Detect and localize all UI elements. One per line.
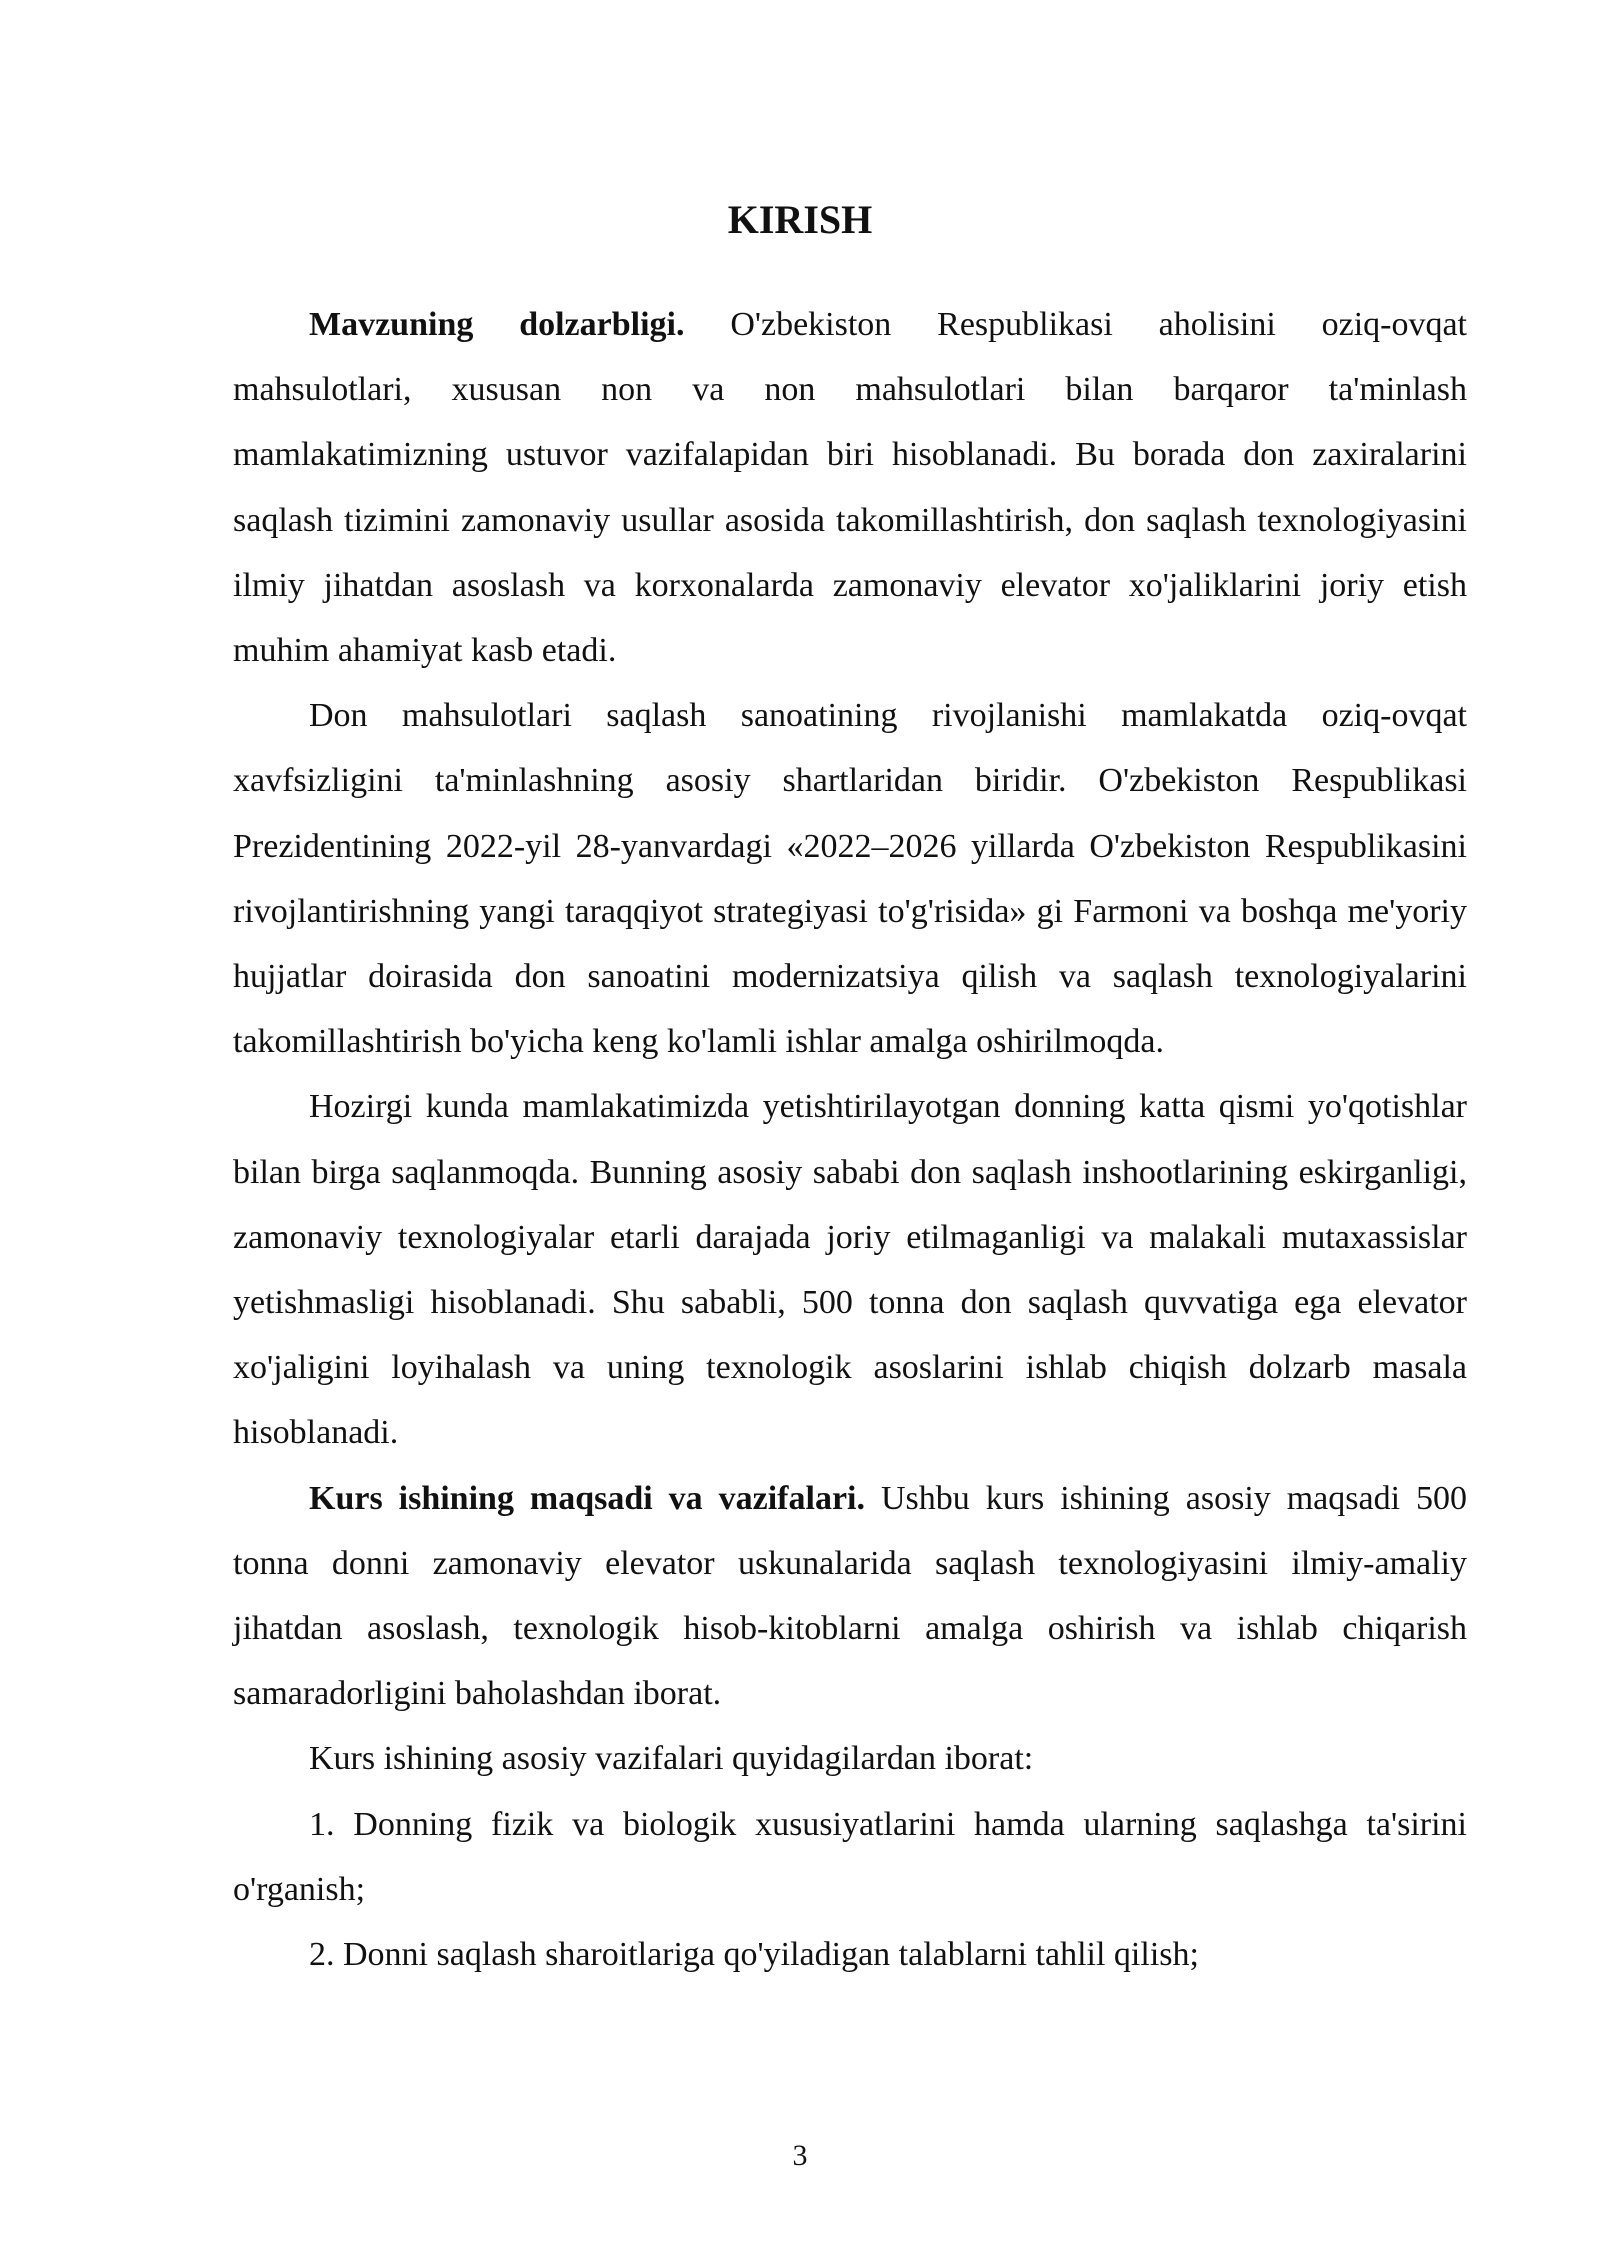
paragraph-text: Kurs ishining asosiy vazifalari quyidagilardan iborat: bbox=[309, 1740, 1034, 1778]
paragraph-tasks-intro bbox=[233, 1726, 1467, 1791]
paragraph-text: Don mahsulotlari saqlash sanoatining rivojlanishi mamlakatda oziq-ovqat xavfsizligini ta'minlashning asosiy shartlaridan biridir. O'zbekiston Respublikasi Prezidentining 2022-yil 28-yanvardagi «2022–2026 yillarda O'zbekiston Respublikasini rivojlantirishning yangi taraqqiyot strategiyasi to'g'risida» gi Farmoni va boshqa me'yoriy hujjatlar doirasida don sanoatini modernizatsiya qilish va saqlash texnologiyalarini takomillashtirish bo'yicha keng ko'lamli ishlar amalga oshirilmoqda. bbox=[233, 697, 1467, 1061]
body-text bbox=[233, 292, 1467, 1987]
paragraph-lead: Mavzuning dolzarbligi. bbox=[309, 306, 685, 343]
paragraph-industry bbox=[233, 683, 1467, 1074]
paragraph-text: O'zbekiston Respublikasi aholisini oziq-ovqat mahsulotlari, xususan non va non mahsulotlari bilan barqaror ta'minlash mamlakatimizning ustuvor vazifalapidan biri hisoblanadi. Bu borada don zaxiralarini saqlash tizimini zamonaviy usullar asosida takomillashtirish, don saqlash texnologiyasini ilmiy jihatdan asoslash va korxonalarda zamonaviy elevator xo'jaliklarini joriy etish muhim ahamiyat kasb etadi. bbox=[233, 306, 1467, 670]
paragraph-goals bbox=[233, 1466, 1467, 1727]
paragraph-current-state bbox=[233, 1074, 1467, 1465]
paragraph-text: Hozirgi kunda mamlakatimizda yetishtirilayotgan donning katta qismi yo'qotishlar bilan birga saqlanmoqda. Bunning asosiy sababi don saqlash inshootlarining eskirganligi, zamonaviy texnologiyalar etarli darajada joriy etilmaganligi va malakali mutaxassislar yetishmasligi hisoblanadi. Shu sababli, 500 tonna don saqlash quvvatiga ega elevator xo'jaligini loyihalash va uning texnologik asoslarini ishlab chiqish dolzarb masala hisoblanadi. bbox=[233, 1088, 1467, 1452]
page-number: 3 bbox=[792, 2139, 808, 2172]
list-item-task-1 bbox=[233, 1792, 1467, 1922]
list-item-task-2 bbox=[233, 1922, 1467, 1987]
paragraph-text: 2. Donni saqlash sharoitlariga qo'yiladigan talablarni tahlil qilish; bbox=[309, 1936, 1199, 1974]
page-title: KIRISH bbox=[727, 197, 873, 242]
paragraph-relevance bbox=[233, 292, 1467, 683]
paragraph-text: Ushbu kurs ishining asosiy maqsadi 500 tonna donni zamonaviy elevator uskunalarida saqlash texnologiyasini ilmiy-amaliy jihatdan asoslash, texnologik hisob-kitoblarni amalga oshirish va ishlab chiqarish samaradorligini baholashdan iborat. bbox=[233, 1479, 1467, 1713]
paragraph-lead: Kurs ishining maqsadi va vazifalari. bbox=[309, 1479, 865, 1517]
paragraph-text: 1. Donning fizik va biologik xususiyatlarini hamda ularning saqlashga ta'sirini o'rganish; bbox=[233, 1805, 1467, 1908]
